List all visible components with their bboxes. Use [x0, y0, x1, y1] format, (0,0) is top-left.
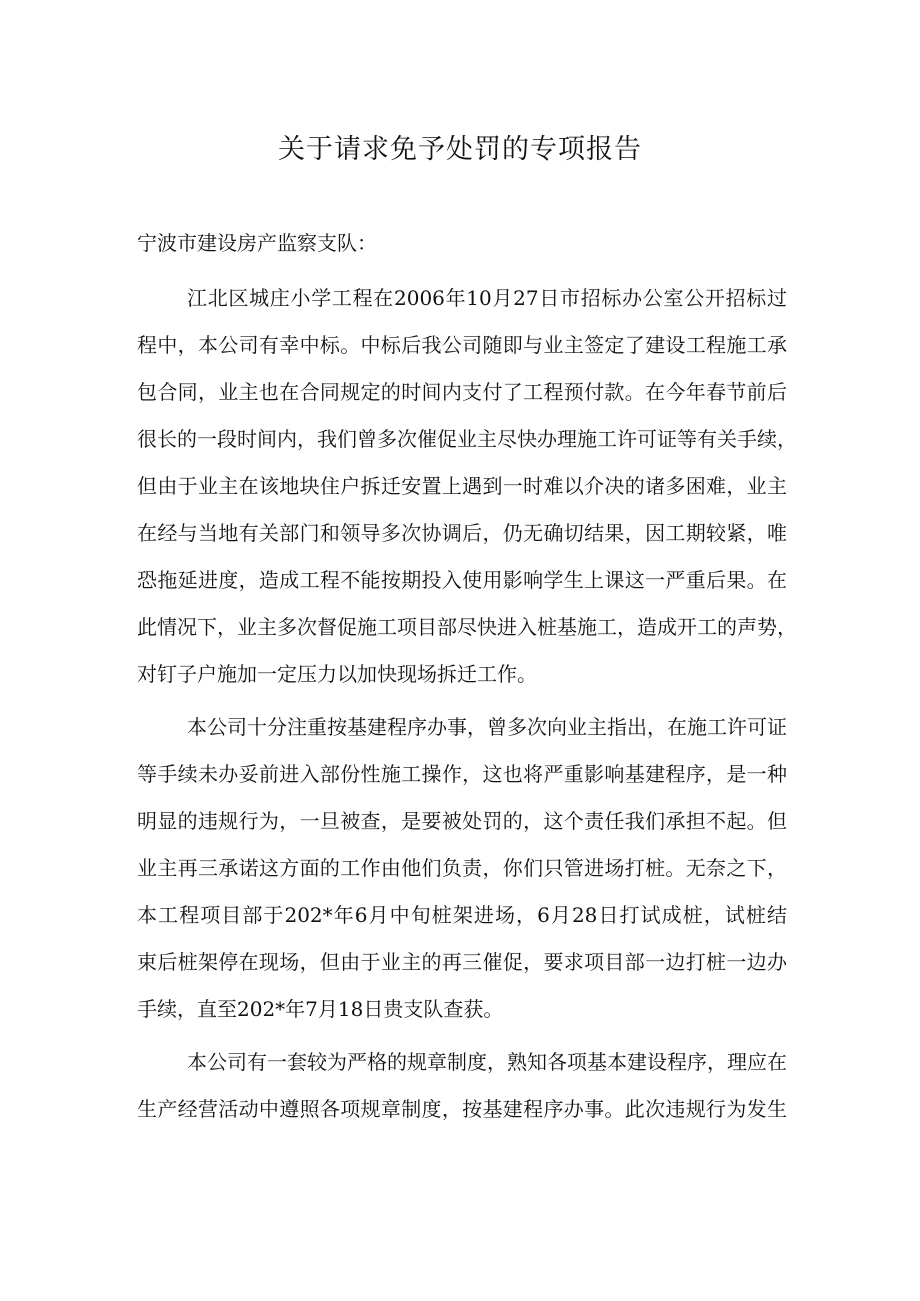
paragraph-line: 手续，直至202*年7月18日贵支队查获。 — [137, 997, 504, 1021]
paragraph-line: 包合同，业主也在合同规定的时间内支付了工程预付款。在今年春节前后 — [137, 380, 787, 404]
paragraph-line: 程中，本公司有幸中标。中标后我公司随即与业主签定了建设工程施工承 — [137, 333, 787, 357]
paragraph-line: 束后桩架停在现场，但由于业主的再三催促，要求项目部一边打桩一边办 — [137, 950, 787, 974]
paragraph-line: 但由于业主在该地块住户拆迁安置上遇到一时难以介决的诸多困难，业主 — [137, 474, 787, 498]
salutation: 宁波市建设房产监察支队： — [137, 231, 377, 255]
paragraph-line: 对钉子户施加一定压力以加快现场拆迁工作。 — [137, 662, 537, 686]
paragraph-line: 恐拖延进度，造成工程不能按期投入使用影响学生上课这一严重后果。在 — [137, 568, 787, 592]
paragraph-line: 本公司有一套较为严格的规章制度，熟知各项基本建设程序，理应在 — [187, 1050, 787, 1074]
paragraph-line: 江北区城庄小学工程在2006年10月27日市招标办公室公开招标过 — [187, 286, 787, 310]
paragraph-line: 业主再三承诺这方面的工作由他们负责，你们只管进场打桩。无奈之下， — [137, 856, 787, 880]
paragraph-line: 本工程项目部于202*年6月中旬桩架进场，6月28日打试成桩，试桩结 — [137, 903, 787, 927]
paragraph-line: 等手续未办妥前进入部份性施工操作，这也将严重影响基建程序，是一种 — [137, 762, 787, 786]
paragraph-line: 明显的违规行为，一旦被查，是要被处罚的，这个责任我们承担不起。但 — [137, 809, 787, 833]
paragraph-line: 在经与当地有关部门和领导多次协调后，仍无确切结果，因工期较紧，唯 — [137, 521, 787, 545]
paragraph-line: 生产经营活动中遵照各项规章制度，按基建程序办事。此次违规行为发生 — [137, 1097, 787, 1121]
paragraph-line: 本公司十分注重按基建程序办事，曾多次向业主指出，在施工许可证 — [187, 715, 787, 739]
paragraph-line: 很长的一段时间内，我们曾多次催促业主尽快办理施工许可证等有关手续， — [137, 427, 797, 451]
document-title: 关于请求免予处罚的专项报告 — [278, 134, 642, 165]
paragraph-line: 此情况下，业主多次督促施工项目部尽快进入桩基施工，造成开工的声势， — [137, 615, 797, 639]
